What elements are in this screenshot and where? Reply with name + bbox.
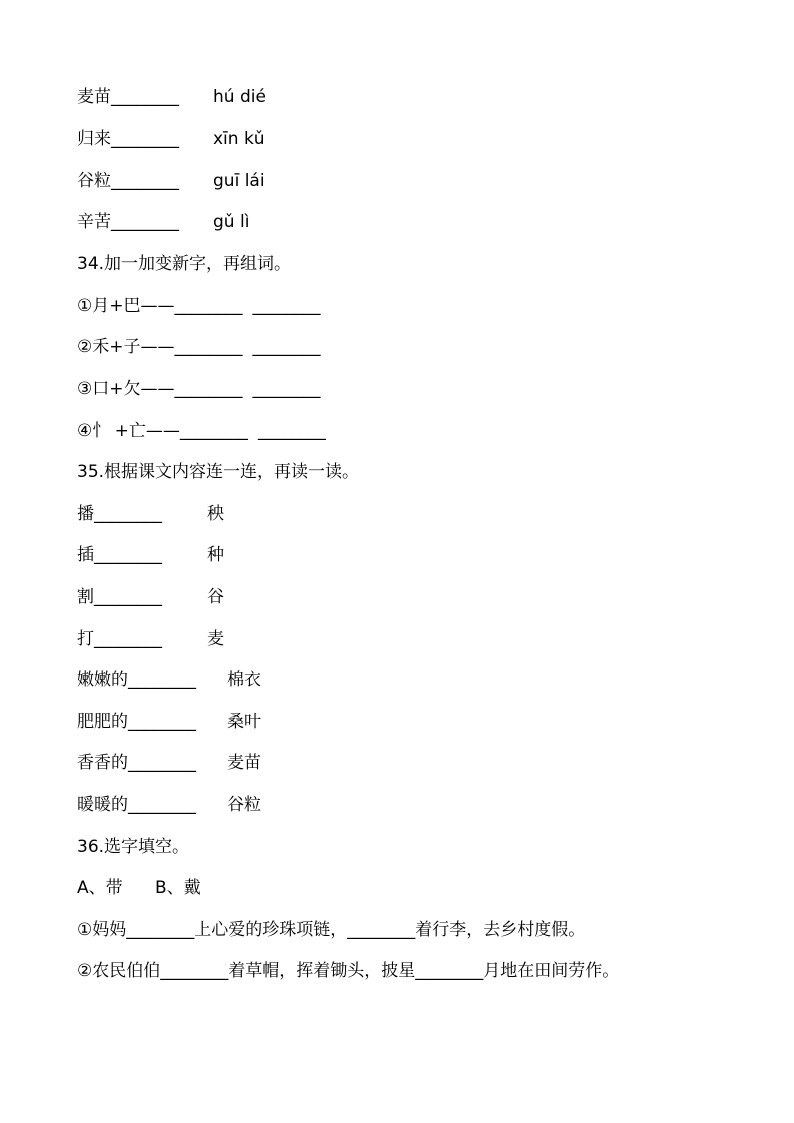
q34-blank-2[interactable]: ________ xyxy=(257,421,326,441)
q36-title: 36.选字填空。 xyxy=(77,837,190,857)
q35-verb-right: 麦 xyxy=(207,629,224,649)
q35-adj-left[interactable]: 嫩嫩的________ xyxy=(77,670,196,690)
q35-adj-right: 谷粒 xyxy=(227,795,261,815)
q36-sentence-1[interactable]: ①妈妈________上心爱的珍珠项链，________着行李，去乡村度假。 xyxy=(77,920,586,940)
q33-row-word: 谷粒 xyxy=(77,171,111,191)
q34-item-1 xyxy=(77,294,320,318)
q35-verb-left[interactable]: 插________ xyxy=(77,545,162,565)
q33-row-pinyin: xīn kǔ xyxy=(213,129,265,149)
q35-adj-row-4 xyxy=(77,793,261,817)
q34-blank-1[interactable]: ________ xyxy=(174,337,243,357)
q35-adj-row-1 xyxy=(77,668,261,692)
q35-adj-right: 桑叶 xyxy=(227,712,261,732)
q34-expr: ①月+巴—— xyxy=(77,296,175,316)
q34-blank-2[interactable]: ________ xyxy=(252,379,321,399)
q34-blank-1[interactable]: ________ xyxy=(174,296,243,316)
q35-adj-right: 棉衣 xyxy=(227,670,261,690)
q35-adj-row-2 xyxy=(77,710,261,734)
q34-blank-2[interactable]: ________ xyxy=(252,337,321,357)
q36-sentence-2[interactable]: ②农民伯伯________着草帽，挥着锄头，披星________月地在田间劳作。 xyxy=(77,961,620,981)
q35-adj-left[interactable]: 肥肥的________ xyxy=(77,712,196,732)
q35-verb-row-4 xyxy=(77,627,224,651)
q35-verb-left[interactable]: 打________ xyxy=(77,629,162,649)
q35-verb-right: 种 xyxy=(207,545,224,565)
q33-row-pinyin: hú dié xyxy=(213,87,266,107)
q33-row-blank[interactable]: ________ xyxy=(111,212,179,232)
q34-blank-2[interactable]: ________ xyxy=(252,296,321,316)
q35-verb-row-3 xyxy=(77,585,224,609)
q34-blank-1[interactable]: ________ xyxy=(174,379,243,399)
q33-row-pinyin: guī lái xyxy=(213,171,265,191)
q35-title: 35.根据课文内容连一连，再读一读。 xyxy=(77,462,360,482)
q33-row-blank[interactable]: ________ xyxy=(111,171,179,191)
q36-options: A、带 B、戴 xyxy=(77,878,201,898)
q33-row-3 xyxy=(77,169,265,193)
q35-adj-left[interactable]: 香香的________ xyxy=(77,753,196,773)
q34-item-2 xyxy=(77,335,320,359)
q34-expr: ③口+欠—— xyxy=(77,379,175,399)
q35-verb-row-2 xyxy=(77,543,224,567)
q33-row-1 xyxy=(77,85,266,109)
q35-verb-left[interactable]: 播________ xyxy=(77,504,162,524)
q34-title: 34.加一加变新字，再组词。 xyxy=(77,254,292,274)
q34-item-4 xyxy=(77,419,326,443)
q33-row-4 xyxy=(77,210,250,234)
q33-row-blank[interactable]: ________ xyxy=(111,87,179,107)
q34-blank-1[interactable]: ________ xyxy=(179,421,248,441)
q35-verb-left[interactable]: 割________ xyxy=(77,587,162,607)
q33-row-word: 辛苦 xyxy=(77,212,111,232)
q33-row-word: 归来 xyxy=(77,129,111,149)
q35-adj-row-3 xyxy=(77,751,261,775)
q33-row-blank[interactable]: ________ xyxy=(111,129,179,149)
q35-verb-right: 谷 xyxy=(207,587,224,607)
q35-verb-right: 秧 xyxy=(207,504,224,524)
q35-verb-row-1 xyxy=(77,502,224,526)
q34-expr: ④忄 +亡—— xyxy=(77,421,180,441)
q34-expr: ②禾+子—— xyxy=(77,337,175,357)
q35-adj-left[interactable]: 暖暖的________ xyxy=(77,795,196,815)
q35-adj-right: 麦苗 xyxy=(227,753,261,773)
q34-item-3 xyxy=(77,377,320,401)
q33-row-2 xyxy=(77,127,265,151)
q33-row-word: 麦苗 xyxy=(77,87,111,107)
q33-row-pinyin: gǔ lì xyxy=(213,212,250,232)
